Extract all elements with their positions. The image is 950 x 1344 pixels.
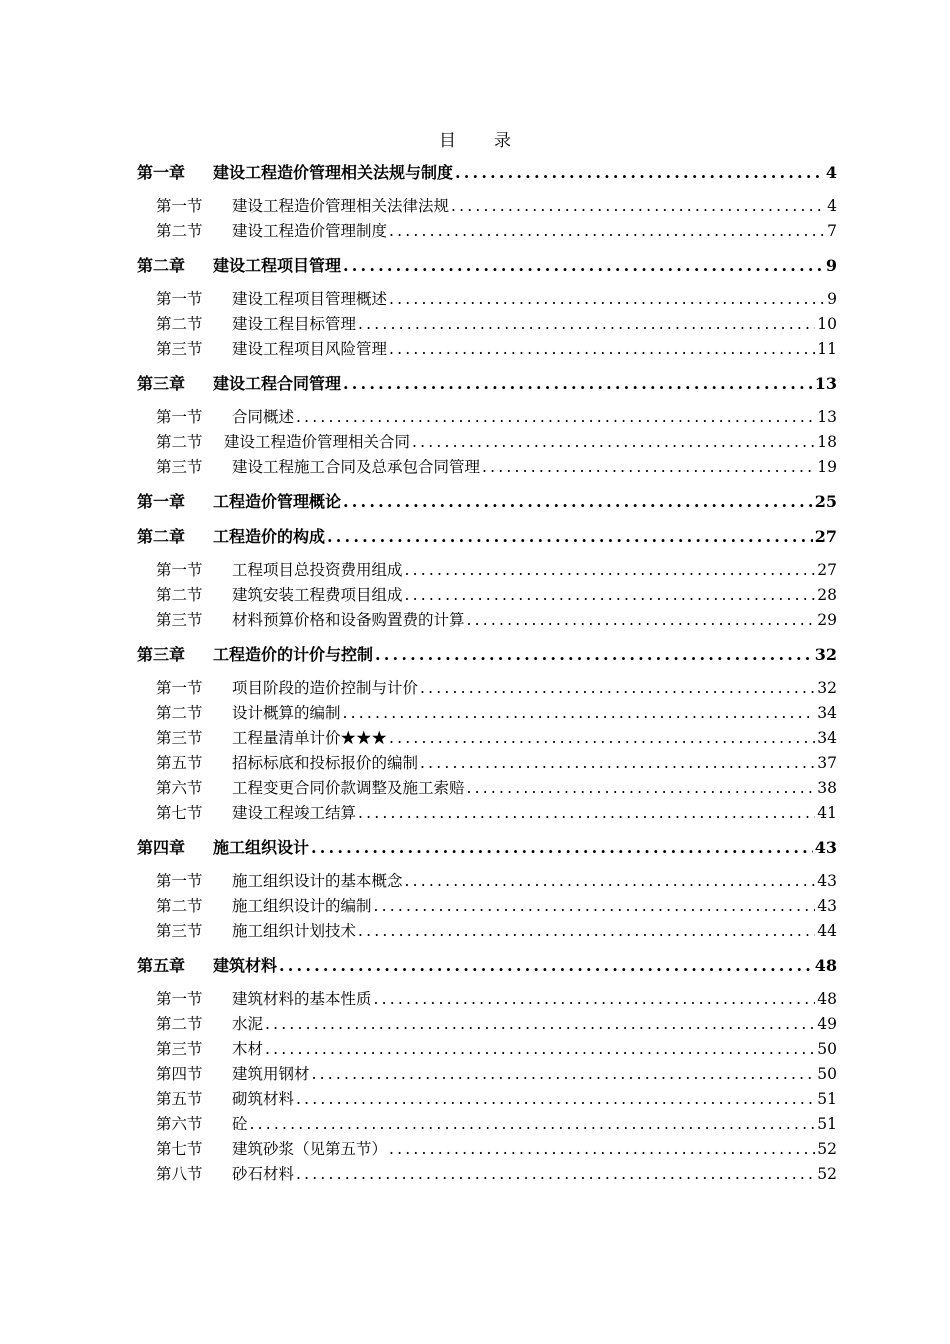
toc-entry-page: 9 [825,256,837,275]
toc-entry-page: 34 [817,704,837,722]
toc-entry-title: 建筑材料的基本性质 [232,990,372,1008]
toc-entry-page: 11 [817,340,837,358]
toc-entry-title: 建设工程造价管理相关合同 [224,433,411,451]
toc-dot-leader [311,835,813,861]
toc-dot-leader [420,676,815,701]
toc-dot-leader [405,558,816,583]
toc-entry-label: 第一节 [156,990,203,1008]
toc-dot-leader [405,869,816,894]
toc-entry-title: 建设工程项目风险管理 [232,340,388,358]
toc-section-entry[interactable] [137,1012,837,1037]
toc-entry-title: 建筑材料 [213,956,278,975]
toc-entry-page: 34 [817,729,837,747]
toc-entry-page: 43 [817,897,837,915]
toc-section-entry[interactable] [137,869,837,894]
toc-dot-leader [265,1037,815,1062]
toc-section-entry[interactable] [137,701,837,726]
toc-entry-label: 第五章 [137,956,186,975]
toc-entry-title: 合同概述 [232,408,295,426]
toc-entry-title: 招标标底和投标报价的编制 [232,754,419,772]
toc-title-right: 录 [494,131,511,151]
toc-entry-label: 第三章 [137,374,186,393]
toc-entry-page: 13 [817,408,837,426]
toc-dot-leader [296,1087,815,1112]
toc-section-entry[interactable] [137,894,837,919]
toc-entry-title: 建设工程项目管理 [213,256,342,275]
toc-section-entry[interactable] [137,1037,837,1062]
toc-entry-title: 建设工程造价管理制度 [232,222,388,240]
toc-entry-page: 19 [817,458,837,476]
toc-entry-label: 第四章 [137,838,186,857]
toc-section-entry[interactable] [137,987,837,1012]
toc-entry-page: 9 [827,290,837,308]
toc-entry-page: 43 [814,838,837,857]
toc-dot-leader [455,160,824,186]
toc-entry-label: 第六节 [156,779,203,797]
toc-entry-page: 49 [817,1015,837,1033]
toc-dot-leader [375,642,813,668]
toc-entry-page: 48 [814,956,837,975]
toc-entry-page: 25 [814,492,837,511]
toc-entry-label: 第一节 [156,197,203,215]
toc-entry-title: 木材 [232,1040,264,1058]
toc-section-entry[interactable] [137,751,837,776]
toc-entry-page: 52 [817,1140,837,1158]
toc-dot-leader [389,726,815,751]
toc-entry-page: 10 [817,315,837,333]
toc-entry-label: 第三节 [156,1040,203,1058]
toc-dot-leader [374,987,816,1012]
toc-entry-title: 设计概算的编制 [232,704,341,722]
toc-entry-page: 37 [817,754,837,772]
toc-entry-label: 第五节 [156,754,203,772]
toc-entry-page: 4 [827,197,837,215]
toc-dot-leader [389,337,815,362]
toc-entry-label: 第五节 [156,1090,203,1108]
toc-entry-title: 建设工程合同管理 [213,374,342,393]
toc-entry-label: 第七节 [156,804,203,822]
toc-entry-label: 第一节 [156,561,203,579]
toc-entry-label: 第二节 [156,586,203,604]
toc-entry-title: 工程量清单计价★★★ [232,729,388,747]
toc-entry-label: 第二章 [137,527,186,546]
toc-dot-leader [451,194,825,219]
toc-entry-title: 砌筑材料 [232,1090,295,1108]
toc-entry-page: 41 [817,804,837,822]
toc-dot-leader [265,1012,815,1037]
toc-entry-label: 第二节 [156,897,203,915]
toc-chapter-entry[interactable] [137,953,837,979]
toc-dot-leader [389,219,825,244]
toc-entry-label: 第六节 [156,1115,203,1133]
toc-entry-label: 第二节 [156,222,203,240]
toc-section-entry[interactable] [137,455,837,480]
toc-dot-leader [420,751,815,776]
toc-list [137,160,837,1187]
toc-entry-title: 建设工程施工合同及总承包合同管理 [232,458,481,476]
toc-entry-label: 第二节 [156,433,203,451]
toc-section-entry[interactable] [137,1087,837,1112]
toc-dot-leader [296,1162,815,1187]
toc-dot-leader [389,287,825,312]
toc-section-entry[interactable] [137,312,837,337]
toc-section-entry[interactable] [137,776,837,801]
toc-entry-title: 水泥 [232,1015,264,1033]
toc-section-entry[interactable] [137,726,837,751]
toc-entry-page: 51 [817,1115,837,1133]
toc-section-entry[interactable] [137,583,837,608]
toc-entry-title: 工程项目总投资费用组成 [232,561,403,579]
toc-entry-title: 材料预算价格和设备购置费的计算 [232,611,465,629]
toc-entry-title: 建筑用钢材 [232,1065,310,1083]
toc-entry-title: 工程造价的构成 [213,527,326,546]
toc-dot-leader [343,371,813,397]
toc-dot-leader [405,583,816,608]
toc-entry-title: 项目阶段的造价控制与计价 [232,679,419,697]
toc-dot-leader [358,312,815,337]
toc-entry-page: 13 [814,374,837,393]
toc-entry-title: 建筑砂浆（见第五节） [232,1140,388,1158]
toc-section-entry[interactable] [137,430,837,455]
toc-dot-leader [343,701,816,726]
toc-section-entry[interactable] [137,287,837,312]
toc-entry-label: 第二章 [137,256,186,275]
toc-entry-title: 施工组织设计的编制 [232,897,372,915]
toc-entry-label: 第一节 [156,872,203,890]
toc-entry-title: 建设工程造价管理相关法律法规 [232,197,450,215]
toc-entry-page: 27 [817,561,837,579]
toc-dot-leader [279,953,813,979]
toc-section-entry[interactable] [137,1062,837,1087]
toc-section-entry[interactable] [137,1137,837,1162]
toc-entry-page: 29 [817,611,837,629]
toc-title [0,126,950,151]
toc-entry-title: 建设工程造价管理相关法规与制度 [213,163,454,182]
toc-section-entry[interactable] [137,405,837,430]
toc-chapter-entry[interactable] [137,524,837,550]
toc-entry-label: 第三节 [156,729,203,747]
toc-section-entry[interactable] [137,194,837,219]
toc-entry-page: 18 [817,433,837,451]
toc-entry-label: 第二节 [156,704,203,722]
toc-entry-label: 第一节 [156,408,203,426]
toc-entry-label: 第一节 [156,290,203,308]
toc-entry-title: 施工组织设计的基本概念 [232,872,403,890]
toc-chapter-entry[interactable] [137,835,837,861]
toc-chapter-entry[interactable] [137,642,837,668]
toc-dot-leader [327,524,813,550]
toc-entry-page: 4 [825,163,837,182]
toc-entry-label: 第七节 [156,1140,203,1158]
toc-entry-page: 7 [827,222,837,240]
toc-section-entry[interactable] [137,676,837,701]
toc-entry-title: 建设工程目标管理 [232,315,357,333]
toc-entry-page: 38 [817,779,837,797]
toc-dot-leader [467,776,816,801]
toc-entry-page: 51 [817,1090,837,1108]
toc-entry-page: 44 [817,922,837,940]
toc-dot-leader [296,405,815,430]
toc-dot-leader [250,1112,816,1137]
toc-chapter-entry[interactable] [137,160,837,186]
toc-entry-label: 第三节 [156,340,203,358]
toc-dot-leader [358,801,815,826]
toc-dot-leader [374,894,816,919]
toc-dot-leader [343,489,813,515]
toc-entry-title: 施工组织设计 [213,838,310,857]
toc-entry-label: 第三节 [156,611,203,629]
toc-entry-title: 建设工程竣工结算 [232,804,357,822]
toc-entry-page: 50 [817,1040,837,1058]
toc-entry-label: 第二节 [156,315,203,333]
toc-entry-page: 28 [817,586,837,604]
toc-dot-leader [412,430,815,455]
toc-entry-page: 52 [817,1165,837,1183]
toc-dot-leader [312,1062,816,1087]
toc-section-entry[interactable] [137,1162,837,1187]
toc-entry-title: 建筑安装工程费项目组成 [232,586,403,604]
toc-dot-leader [482,455,815,480]
toc-entry-label: 第一节 [156,679,203,697]
toc-title-left: 目 [439,131,456,151]
toc-entry-label: 第一章 [137,163,186,182]
toc-section-entry[interactable] [137,919,837,944]
toc-chapter-entry[interactable] [137,253,837,279]
toc-section-entry[interactable] [137,337,837,362]
toc-entry-page: 32 [814,645,837,664]
toc-entry-title: 工程造价的计价与控制 [213,645,374,664]
toc-entry-page: 48 [817,990,837,1008]
toc-entry-label: 第三节 [156,922,203,940]
toc-entry-title: 砂石材料 [232,1165,295,1183]
toc-section-entry[interactable] [137,219,837,244]
toc-chapter-entry[interactable] [137,371,837,397]
toc-entry-label: 第二节 [156,1015,203,1033]
toc-entry-title: 工程变更合同价款调整及施工索赔 [232,779,465,797]
toc-entry-label: 第八节 [156,1165,203,1183]
toc-dot-leader [467,608,816,633]
toc-chapter-entry[interactable] [137,489,837,515]
toc-dot-leader [389,1137,815,1162]
toc-section-entry[interactable] [137,1112,837,1137]
toc-entry-page: 50 [817,1065,837,1083]
toc-entry-label: 第三章 [137,645,186,664]
toc-section-entry[interactable] [137,558,837,583]
toc-entry-label: 第一章 [137,492,186,511]
toc-entry-title: 砼 [232,1115,248,1133]
toc-entry-title: 施工组织计划技术 [232,922,357,940]
toc-dot-leader [343,253,824,279]
toc-entry-label: 第四节 [156,1065,203,1083]
toc-dot-leader [358,919,815,944]
toc-entry-label: 第三节 [156,458,203,476]
toc-section-entry[interactable] [137,608,837,633]
toc-entry-title: 工程造价管理概论 [213,492,342,511]
toc-entry-page: 27 [814,527,837,546]
toc-section-entry[interactable] [137,801,837,826]
toc-entry-page: 32 [817,679,837,697]
toc-entry-title: 建设工程项目管理概述 [232,290,388,308]
toc-entry-page: 43 [817,872,837,890]
